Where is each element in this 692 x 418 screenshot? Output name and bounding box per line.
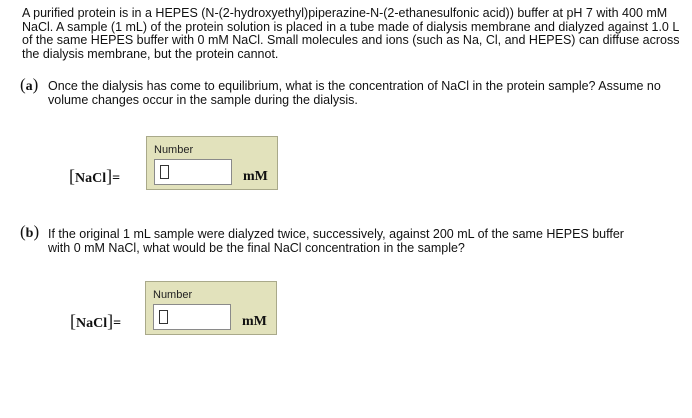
problem-intro: A purified protein is in a HEPES (N-(2-hydroxyethyl)piperazine-N-(2-ethanesulfonic acid)) buffer at pH 7 with 400 mM NaCl. A sample (1 mL) of the protein solution is placed in a tube made of dialysis membrane and dialyzed against 1.0 L of the same HEPES buffer with 0 mM NaCl. Small molecules and ions (such as Na, Cl, and HEPES) can diffuse across the dialysis membrane, but the protein cannot.	[22, 6, 680, 61]
part-a-equals: =	[112, 171, 121, 186]
part-a-number-input[interactable]	[154, 159, 232, 185]
part-b-label: (b)	[20, 222, 40, 241]
part-a-nacl-label: [NaCl]=	[69, 166, 121, 186]
part-a-question: Once the dialysis has come to equilibrium, what is the concentration of NaCl in the protein sample? Assume no volume changes occur in the sample during the dialysis.	[48, 79, 661, 107]
part-a-letter: a	[25, 79, 33, 94]
part-b-number-caption: Number	[153, 289, 193, 301]
part-b-question: If the original 1 mL sample were dialyzed twice, successively, against 200 mL of the same HEPES buffer with 0 mM NaCl, what would be the final NaCl concentration in the sample?	[48, 227, 624, 255]
part-a-nacl-species: NaCl	[75, 171, 107, 186]
part-a-unit: mM	[243, 169, 268, 184]
part-b-number-input[interactable]	[153, 304, 231, 330]
part-b-unit: mM	[242, 314, 267, 329]
part-a-label: (a)	[20, 75, 39, 94]
part-b-nacl-label: [NaCl]=	[70, 311, 122, 331]
part-b-letter: b	[25, 226, 34, 241]
part-b-nacl-species: NaCl	[76, 316, 108, 331]
part-b-equals: =	[113, 316, 122, 331]
part-a-number-caption: Number	[154, 144, 194, 156]
